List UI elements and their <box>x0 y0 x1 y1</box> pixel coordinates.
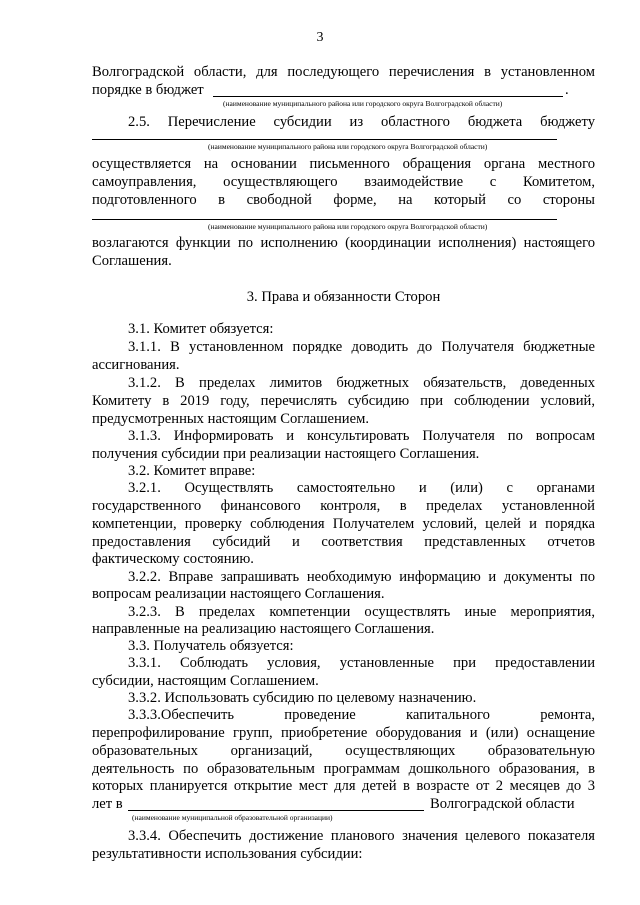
text-line: деятельность по образовательным программам дошкольного образования, в <box>92 761 595 777</box>
text-line: направленные на реализацию настоящего Соглашения. <box>92 621 435 637</box>
text-line: получения субсидии при реализации настоящего Соглашения. <box>92 446 480 462</box>
text-line: перепрофилирование групп, приобретение оборудования и (или) оснащение <box>92 725 595 741</box>
text-line: Волгоградской области, для последующего перечисления в установленном <box>92 64 595 80</box>
text-line: Комитету в 2019 году, перечислять субсидию при соблюдении условий, <box>92 393 595 409</box>
text-line: 3.3.2. Использовать субсидию по целевому назначению. <box>128 690 477 706</box>
blank-line <box>92 139 557 140</box>
blank-line <box>128 810 424 811</box>
text-line: 3.2. Комитет вправе: <box>128 463 256 479</box>
text-line: ассигнования. <box>92 357 180 373</box>
text-line: государственного финансового контроля, в пределах установленной <box>92 498 595 514</box>
text-line: вопросам реализации настоящего Соглашения. <box>92 586 385 602</box>
page-number: 3 <box>316 30 324 45</box>
field-caption: (наименование муниципального района или городского округа Волгоградской области) <box>208 222 488 231</box>
text-line: предоставления субсидий и соответствия представленных отчетов <box>92 534 595 550</box>
field-caption: (наименование муниципального района или городского округа Волгоградской области) <box>208 142 488 151</box>
text-line: 3.1.1. В установленном порядке доводить до Получателя бюджетные <box>128 339 595 355</box>
text-line: результативности использования субсидии: <box>92 846 363 862</box>
blank-line <box>213 96 563 97</box>
text-line: самоуправления, осуществляющего взаимодействие с Комитетом, <box>92 174 595 190</box>
text-line: 3.1. Комитет обязуется: <box>128 321 274 337</box>
text-line: 3.1.2. В пределах лимитов бюджетных обязательств, доведенных <box>128 375 595 391</box>
text-line: . <box>565 82 569 98</box>
blank-line <box>92 219 557 220</box>
field-caption: (наименование муниципального района или городского округа Волгоградской области) <box>223 99 503 108</box>
text-line: 3.1.3. Информировать и консультировать Получателя по вопросам <box>128 428 595 444</box>
text-line: лет в <box>92 796 123 812</box>
text-line: образовательных организаций, осуществляющих образовательную <box>92 743 595 759</box>
text-line: Волгоградской области <box>430 796 575 812</box>
text-line: предусмотренных настоящим Соглашением. <box>92 411 369 427</box>
text-line: 3.2.3. В пределах компетенции осуществлять иные мероприятия, <box>128 604 595 620</box>
text-line: 3.3.1. Соблюдать условия, установленные при предоставлении <box>128 655 595 671</box>
text-line: фактическому состоянию. <box>92 551 254 567</box>
text-line: 3.3. Получатель обязуется: <box>128 638 294 654</box>
text-line: 3.2.1. Осуществлять самостоятельно и (или) с органами <box>128 480 595 496</box>
text-line: 2.5. Перечисление субсидии из областного бюджета бюджету <box>128 114 595 130</box>
text-line: субсидии, настоящим Соглашением. <box>92 673 319 689</box>
text-line: которых планируется открытие мест для детей в возрасте от 2 месяцев до 3 <box>92 778 595 794</box>
text-line: порядке в бюджет <box>92 82 204 98</box>
text-line: Соглашения. <box>92 253 172 269</box>
section-heading: 3. Права и обязанности Сторон <box>246 289 441 305</box>
text-line: возлагаются функции по исполнению (координации исполнения) настоящего <box>92 235 595 251</box>
text-line: 3.3.4. Обеспечить достижение планового значения целевого показателя <box>128 828 595 844</box>
text-line: 3.3.3.Обеспечить проведение капитального ремонта, <box>128 707 595 723</box>
text-line: осуществляется на основании письменного обращения органа местного <box>92 156 595 172</box>
text-line: компетенции, проверку соблюдения Получателем условий, целей и порядка <box>92 516 595 532</box>
text-line: подготовленного в свободной форме, на который со стороны <box>92 192 595 208</box>
field-caption: (наименование муниципальной образовательной организации) <box>132 813 333 822</box>
text-line: 3.2.2. Вправе запрашивать необходимую информацию и документы по <box>128 569 595 585</box>
